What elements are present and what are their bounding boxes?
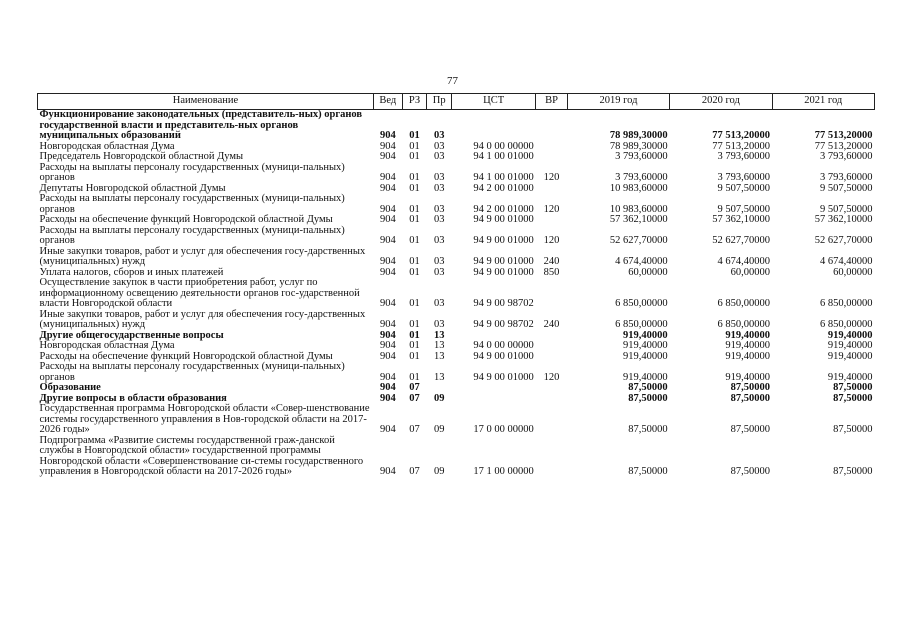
row-vr: 120 <box>543 371 560 383</box>
table-row <box>38 110 875 142</box>
row-rz: 01 <box>409 350 420 362</box>
row-pr: 03 <box>433 298 445 309</box>
header-2019: 2019 год <box>567 94 669 110</box>
row-rz: 01 <box>409 235 420 246</box>
row-name: Другие общегосударственные вопросы <box>39 329 224 341</box>
row-cst: 94 9 00 01000 <box>473 371 534 383</box>
row-value-2019: 919,40000 <box>623 350 668 362</box>
row-ved: 904 <box>379 424 396 435</box>
row-vr <box>536 152 568 163</box>
row-value-2019: 919,40000 <box>623 371 668 383</box>
row-value-2021: 9 507,50000 <box>820 203 873 215</box>
row-pr: 09 <box>433 424 445 435</box>
row-rz: 07 <box>409 382 420 393</box>
row-cst: 94 2 00 01000 <box>473 182 534 194</box>
table-row <box>38 310 875 331</box>
page-number: 77 <box>447 75 458 87</box>
table-row <box>38 247 875 268</box>
row-value-2020: 6 850,00000 <box>717 319 771 330</box>
table-body <box>38 110 875 478</box>
row-value-2021: 6 850,00000 <box>820 298 873 309</box>
row-ved: 904 <box>379 266 396 278</box>
row-name: Председатель Новгородской областной Думы <box>39 151 244 162</box>
table-row <box>38 226 875 247</box>
row-name: Другие вопросы в области образования <box>39 392 227 404</box>
row-vr <box>536 142 568 153</box>
row-pr: 03 <box>433 130 445 141</box>
row-vr: 120 <box>543 235 560 246</box>
row-value-2021: 87,50000 <box>833 466 873 477</box>
row-value-2021: 77 513,20000 <box>814 130 873 141</box>
row-name: Образование <box>39 382 101 393</box>
row-ved: 904 <box>379 340 396 351</box>
row-value-2020: 60,00000 <box>730 266 771 278</box>
row-name: Иные закупки товаров, работ и услуг для обеспечения госу-дарственных (муниципальных) нужд <box>39 308 366 330</box>
header-row <box>38 94 875 110</box>
row-cst <box>452 383 536 394</box>
row-ved: 904 <box>379 182 396 194</box>
row-name: Расходы на выплаты персоналу государственных (муници-пальных) органов <box>39 161 345 183</box>
row-pr <box>427 383 452 394</box>
row-cst: 94 1 00 01000 <box>473 151 534 162</box>
row-ved: 904 <box>379 392 396 404</box>
row-ved: 904 <box>379 172 396 183</box>
row-cst: 17 1 00 00000 <box>473 466 534 477</box>
row-value-2020: 4 674,40000 <box>717 256 771 267</box>
row-value-2021: 6 850,00000 <box>820 319 873 330</box>
row-value-2021: 3 793,60000 <box>820 172 873 183</box>
header-2020: 2020 год <box>670 94 772 110</box>
row-vr: 240 <box>543 319 560 330</box>
row-value-2019: 6 850,00000 <box>615 298 668 309</box>
row-pr: 03 <box>433 182 445 194</box>
row-value-2021: 87,50000 <box>833 382 873 393</box>
row-cst: 94 0 00 00000 <box>473 140 534 152</box>
row-pr: 03 <box>433 140 445 152</box>
table-row <box>38 194 875 215</box>
row-value-2021: 9 507,50000 <box>820 182 873 194</box>
row-value-2019: 60,00000 <box>628 266 668 278</box>
table-row <box>38 163 875 184</box>
row-value-2020: 77 513,20000 <box>712 140 771 152</box>
row-value-2020: 87,50000 <box>730 424 771 435</box>
row-value-2019: 3 793,60000 <box>615 151 668 162</box>
row-value-2021: 3 793,60000 <box>820 151 873 162</box>
row-pr: 09 <box>433 466 445 477</box>
row-rz: 01 <box>409 130 420 141</box>
row-rz: 01 <box>409 371 420 383</box>
row-pr: 09 <box>433 392 445 404</box>
row-value-2021: 919,40000 <box>827 371 873 383</box>
row-value-2020: 87,50000 <box>730 382 771 393</box>
table-row <box>38 341 875 352</box>
row-ved: 904 <box>379 319 396 330</box>
row-name: Подпрограмма «Развитие системы государственной граж-данской службы в Новгородской области» государственной программы Новгородской области «Совершенствование си-стемы государственного управления в Новгородской области на 2017-2026 годы» <box>39 434 364 477</box>
row-value-2021: 4 674,40000 <box>820 256 873 267</box>
row-value-2019: 919,40000 <box>623 329 668 341</box>
row-value-2019: 57 362,10000 <box>609 214 668 225</box>
row-ved: 904 <box>379 140 396 152</box>
row-value-2021: 919,40000 <box>827 329 873 341</box>
row-value-2019: 10 983,60000 <box>609 203 668 215</box>
row-cst: 94 2 00 01000 <box>473 203 534 215</box>
row-rz: 01 <box>409 329 420 341</box>
row-value-2020: 3 793,60000 <box>717 151 771 162</box>
row-value-2020: 919,40000 <box>725 340 771 351</box>
row-name: Государственная программа Новгородской области «Совер-шенствование системы государственного управления в Нов-городской области на 2017-2026 годы» <box>39 403 370 435</box>
row-rz: 01 <box>409 214 420 225</box>
row-value-2019: 87,50000 <box>628 466 668 477</box>
row-ved: 904 <box>379 350 396 362</box>
row-vr: 120 <box>543 203 560 215</box>
row-value-2019: 87,50000 <box>628 424 668 435</box>
row-name: Расходы на обеспечение функций Новгородской областной Думы <box>39 350 333 362</box>
row-value-2020: 9 507,50000 <box>717 182 771 194</box>
table-row <box>38 362 875 383</box>
budget-table <box>37 93 875 478</box>
row-value-2021: 87,50000 <box>833 392 873 404</box>
row-rz: 01 <box>409 256 420 267</box>
row-vr <box>536 404 568 436</box>
row-value-2019: 78 989,30000 <box>609 140 668 152</box>
row-value-2019: 6 850,00000 <box>615 319 668 330</box>
row-pr: 03 <box>433 172 445 183</box>
table-row <box>38 278 875 310</box>
table-row <box>38 215 875 226</box>
row-value-2019: 52 627,70000 <box>609 235 668 246</box>
row-vr <box>536 215 568 226</box>
row-ved: 904 <box>379 151 396 162</box>
row-value-2020: 87,50000 <box>730 392 771 404</box>
row-ved: 904 <box>379 466 396 477</box>
row-value-2020: 919,40000 <box>725 371 771 383</box>
header-2021: 2021 год <box>772 94 874 110</box>
row-ved: 904 <box>379 329 396 341</box>
row-value-2020: 57 362,10000 <box>712 214 771 225</box>
row-vr <box>536 331 568 342</box>
row-pr: 03 <box>433 214 445 225</box>
header-pr: Пр <box>427 94 452 110</box>
row-ved: 904 <box>379 256 396 267</box>
row-name: Расходы на выплаты персоналу государственных (муници-пальных) органов <box>39 193 345 215</box>
row-ved: 904 <box>379 382 396 393</box>
row-pr: 03 <box>433 203 445 215</box>
row-pr: 03 <box>433 151 445 162</box>
row-rz: 01 <box>409 203 420 215</box>
row-rz: 01 <box>409 266 420 278</box>
row-rz: 07 <box>409 392 420 404</box>
row-rz: 01 <box>409 340 420 351</box>
row-rz: 07 <box>409 466 420 477</box>
row-value-2021: 77 513,20000 <box>814 140 873 152</box>
row-value-2020: 52 627,70000 <box>712 235 771 246</box>
row-cst <box>452 394 536 405</box>
row-vr: 850 <box>543 266 560 278</box>
row-cst: 94 9 00 98702 <box>473 319 534 330</box>
row-vr <box>536 278 568 310</box>
table-row <box>38 436 875 478</box>
row-name: Расходы на выплаты персоналу государственных (муници-пальных) органов <box>39 224 345 246</box>
table-header <box>38 94 875 110</box>
row-pr: 13 <box>433 340 445 351</box>
row-rz: 01 <box>409 319 420 330</box>
row-name: Функционирование законодательных (представитель-ных) органов государственной власти и представитель-ных органов муниципальных образований <box>39 109 363 141</box>
row-vr <box>536 110 568 142</box>
row-name: Осуществление закупок в части приобретения работ, услуг по информационному освещению деятельности органов гос-ударственной власти Новгородской области <box>39 277 360 309</box>
row-value-2021: 52 627,70000 <box>814 235 873 246</box>
row-value-2021: 60,00000 <box>833 266 873 278</box>
table-row <box>38 383 875 394</box>
row-cst <box>452 110 536 142</box>
row-cst: 94 9 00 01000 <box>473 350 534 362</box>
row-value-2019: 87,50000 <box>628 392 668 404</box>
row-value-2020: 9 507,50000 <box>717 203 771 215</box>
row-cst: 94 1 00 01000 <box>473 172 534 183</box>
row-cst: 94 9 00 01000 <box>473 214 534 225</box>
row-value-2020: 3 793,60000 <box>717 172 771 183</box>
row-vr <box>536 436 568 478</box>
row-name: Расходы на выплаты персоналу государственных (муници-пальных) органов <box>39 361 345 383</box>
row-value-2020: 919,40000 <box>725 329 771 341</box>
row-vr: 120 <box>543 172 560 183</box>
row-value-2019: 78 989,30000 <box>609 130 668 141</box>
row-ved: 904 <box>379 371 396 383</box>
row-value-2019: 87,50000 <box>628 382 668 393</box>
row-rz: 01 <box>409 140 420 152</box>
row-value-2019: 10 983,60000 <box>609 182 668 194</box>
row-pr: 13 <box>433 371 445 383</box>
row-value-2020: 77 513,20000 <box>712 130 771 141</box>
row-pr: 13 <box>433 329 445 341</box>
row-rz: 01 <box>409 298 420 309</box>
row-cst: 94 0 00 00000 <box>473 340 534 351</box>
row-pr: 03 <box>433 235 445 246</box>
row-vr <box>536 184 568 195</box>
header-cst: ЦСТ <box>452 94 536 110</box>
row-cst: 94 9 00 01000 <box>473 256 534 267</box>
row-rz: 07 <box>409 424 420 435</box>
header-rz: РЗ <box>402 94 427 110</box>
row-name: Уплата налогов, сборов и иных платежей <box>39 266 224 278</box>
row-ved: 904 <box>379 214 396 225</box>
row-rz: 01 <box>409 151 420 162</box>
row-vr <box>536 394 568 405</box>
row-cst: 17 0 00 00000 <box>473 424 534 435</box>
row-value-2021: 919,40000 <box>827 340 873 351</box>
row-vr: 240 <box>543 256 560 267</box>
header-vr: ВР <box>536 94 568 110</box>
row-name: Новгородская областная Дума <box>39 340 175 351</box>
row-ved: 904 <box>379 235 396 246</box>
row-rz: 01 <box>409 172 420 183</box>
row-vr <box>536 383 568 394</box>
header-name: Наименование <box>38 94 374 110</box>
row-pr: 03 <box>433 256 445 267</box>
row-value-2021: 57 362,10000 <box>814 214 873 225</box>
row-value-2019: 4 674,40000 <box>615 256 668 267</box>
row-name: Иные закупки товаров, работ и услуг для обеспечения госу-дарственных (муниципальных) нужд <box>39 245 366 267</box>
row-name: Депутаты Новгородской областной Думы <box>39 182 226 194</box>
header-ved: Вед <box>373 94 402 110</box>
row-value-2020: 87,50000 <box>730 466 771 477</box>
row-value-2019: 919,40000 <box>623 340 668 351</box>
row-pr: 13 <box>433 350 445 362</box>
row-vr <box>536 352 568 363</box>
row-name: Расходы на обеспечение функций Новгородской областной Думы <box>39 214 333 225</box>
table-row <box>38 152 875 163</box>
row-cst: 94 9 00 01000 <box>473 266 534 278</box>
row-value-2020: 919,40000 <box>725 350 771 362</box>
row-pr: 03 <box>433 266 445 278</box>
table-row <box>38 404 875 436</box>
row-name: Новгородская областная Дума <box>39 140 175 152</box>
row-cst: 94 9 00 98702 <box>473 298 534 309</box>
row-rz: 01 <box>409 182 420 194</box>
row-value-2020: 6 850,00000 <box>717 298 771 309</box>
row-value-2021: 87,50000 <box>833 424 873 435</box>
row-pr: 03 <box>433 319 445 330</box>
row-value-2021: 919,40000 <box>827 350 873 362</box>
row-ved: 904 <box>379 130 396 141</box>
row-value-2019: 3 793,60000 <box>615 172 668 183</box>
row-cst: 94 9 00 01000 <box>473 235 534 246</box>
row-ved: 904 <box>379 203 396 215</box>
row-vr <box>536 341 568 352</box>
row-ved: 904 <box>379 298 396 309</box>
